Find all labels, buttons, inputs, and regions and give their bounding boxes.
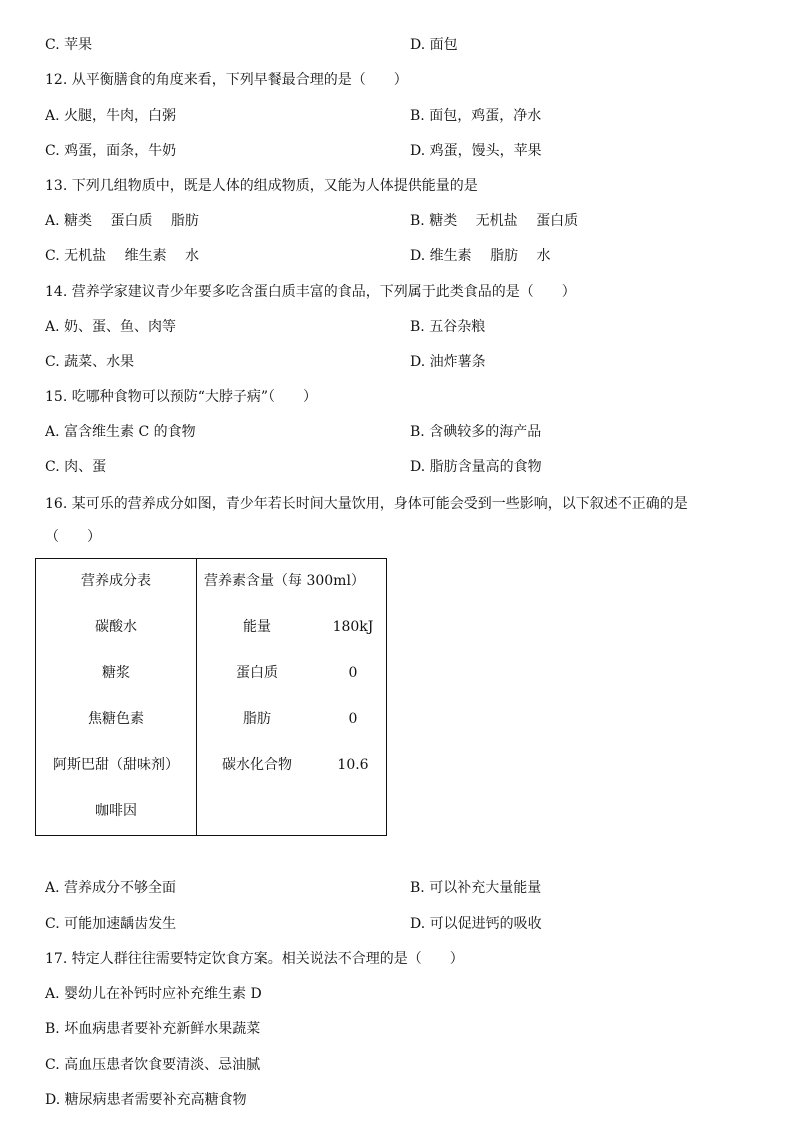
q12-option-d: D. 鸡蛋，馒头，苹果 xyxy=(410,143,542,159)
table-row-name: 蛋白质 xyxy=(236,665,278,681)
table-row-value: 0 xyxy=(348,711,358,727)
q16-option-d: D. 可以促进钙的吸收 xyxy=(410,916,542,932)
q13-stem: 13. 下列几组物质中，既是人体的组成物质，又能为人体提供能量的是 xyxy=(45,178,478,194)
q17-option-a: A. 婴幼儿在补钙时应补充维生素 D xyxy=(45,986,262,1002)
table-left-item: 咖啡因 xyxy=(95,803,137,819)
q12-option-b: B. 面包，鸡蛋，净水 xyxy=(410,108,542,124)
q15-option-d: D. 脂肪含量高的食物 xyxy=(410,459,542,475)
table-divider xyxy=(196,559,197,835)
table-row-value: 180kJ xyxy=(332,619,374,635)
q16-stem-line1: 16. 某可乐的营养成分如图，青少年若长时间大量饮用，身体可能会受到一些影响，以下叙述不正确的是 xyxy=(45,496,688,512)
q12-option-c: C. 鸡蛋，面条，牛奶 xyxy=(45,143,177,159)
table-row-name: 脂肪 xyxy=(243,711,271,727)
q16-option-c: C. 可能加速龋齿发生 xyxy=(45,916,177,932)
nutrition-table xyxy=(35,558,387,836)
table-row-name: 能量 xyxy=(243,619,271,635)
q14-option-c: C. 蔬菜、水果 xyxy=(45,354,135,370)
table-left-item: 焦糖色素 xyxy=(88,711,144,727)
q14-stem: 14. 营养学家建议青少年要多吃含蛋白质丰富的食品，下列属于此类食品的是（ ） xyxy=(45,284,576,300)
q13-option-c: C. 无机盐 维生素 水 xyxy=(45,248,200,264)
table-left-item: 糖浆 xyxy=(102,665,130,681)
q14-option-a: A. 奶、蛋、鱼、肉等 xyxy=(45,319,177,335)
q17-option-b: B. 坏血病患者要补充新鲜水果蔬菜 xyxy=(45,1021,261,1037)
q12-option-a: A. 火腿，牛肉，白粥 xyxy=(45,108,177,124)
table-left-item: 阿斯巴甜（甜味剂） xyxy=(53,757,179,773)
q15-option-a: A. 富含维生素 C 的食物 xyxy=(45,424,196,440)
table-row-value: 10.6 xyxy=(337,757,369,773)
q17-stem: 17. 特定人群往往需要特定饮食方案。相关说法不合理的是（ ） xyxy=(45,951,464,967)
q13-option-d: D. 维生素 脂肪 水 xyxy=(410,248,551,264)
q14-option-d: D. 油炸薯条 xyxy=(410,354,486,370)
q12-stem: 12. 从平衡膳食的角度来看，下列早餐最合理的是（ ） xyxy=(45,72,408,88)
q17-option-d: D. 糖尿病患者需要补充高糖食物 xyxy=(45,1092,247,1108)
table-right-header: 营养素含量（每 300ml） xyxy=(204,573,365,589)
q16-option-b: B. 可以补充大量能量 xyxy=(410,880,542,896)
q16-stem-line2: （ ） xyxy=(45,529,101,545)
table-row-value: 0 xyxy=(348,665,358,681)
table-row-name: 碳水化合物 xyxy=(222,757,292,773)
q15-stem: 15. 吃哪种食物可以预防“大脖子病”（ ） xyxy=(45,389,318,405)
q17-option-c: C. 高血压患者饮食要清淡、忌油腻 xyxy=(45,1057,261,1073)
q14-option-b: B. 五谷杂粮 xyxy=(410,319,486,335)
q11-option-c: C. 苹果 xyxy=(45,37,93,53)
q13-option-b: B. 糖类 无机盐 蛋白质 xyxy=(410,213,579,229)
q13-option-a: A. 糖类 蛋白质 脂肪 xyxy=(45,213,199,229)
table-left-header: 营养成分表 xyxy=(81,573,151,589)
q16-option-a: A. 营养成分不够全面 xyxy=(45,880,177,896)
q11-option-d: D. 面包 xyxy=(410,37,458,53)
q15-option-b: B. 含碘较多的海产品 xyxy=(410,424,542,440)
q15-option-c: C. 肉、蛋 xyxy=(45,459,107,475)
table-left-item: 碳酸水 xyxy=(95,619,137,635)
